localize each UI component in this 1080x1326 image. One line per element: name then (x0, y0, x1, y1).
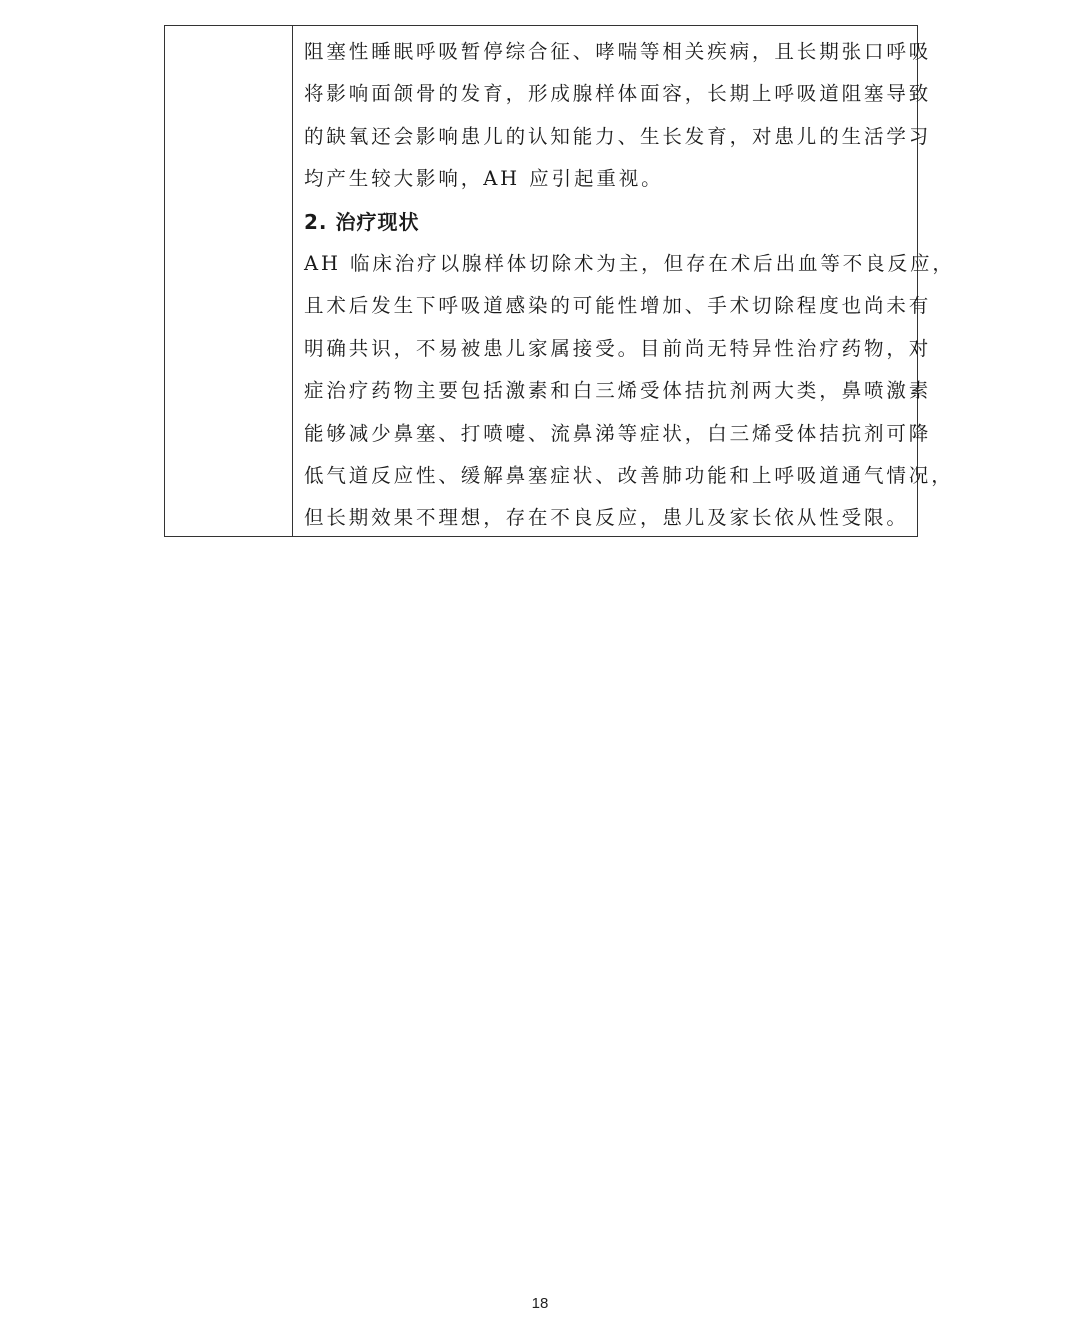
paragraph-line: 能够减少鼻塞、打喷嚏、流鼻涕等症状，白三烯受体拮抗剂可降 (304, 421, 932, 445)
paragraph-line: 但长期效果不理想，存在不良反应，患儿及家长依从性受限。 (304, 506, 909, 530)
paragraph-line: 将影响面颌骨的发育，形成腺样体面容，长期上呼吸道阻塞导致 (304, 82, 932, 106)
paragraph-line: 低气道反应性、缓解鼻塞症状、改善肺功能和上呼吸道通气情况， (304, 463, 954, 487)
paragraph-line: 的缺氧还会影响患儿的认知能力、生长发育，对患儿的生活学习 (304, 124, 932, 148)
paragraph-line: 且术后发生下呼吸道感染的可能性增加、手术切除程度也尚未有 (304, 294, 932, 318)
table-content-cell (293, 26, 963, 536)
paragraph-line: AH 临床治疗以腺样体切除术为主，但存在术后出血等不良反应， (304, 251, 955, 275)
paragraph-line: 症治疗药物主要包括激素和白三烯受体拮抗剂两大类，鼻喷激素 (304, 379, 932, 403)
paragraph-line: 明确共识，不易被患儿家属接受。目前尚无特异性治疗药物，对 (304, 336, 932, 360)
section-heading: 2. 治疗现状 (304, 209, 420, 234)
paragraph-line: 阻塞性睡眠呼吸暂停综合征、哮喘等相关疾病，且长期张口呼吸 (304, 40, 932, 63)
content-table (164, 25, 955, 537)
table-label-cell (165, 26, 293, 536)
page-number: 18 (531, 1295, 549, 1312)
paragraph-line: 均产生较大影响，AH 应引起重视。 (304, 167, 664, 191)
